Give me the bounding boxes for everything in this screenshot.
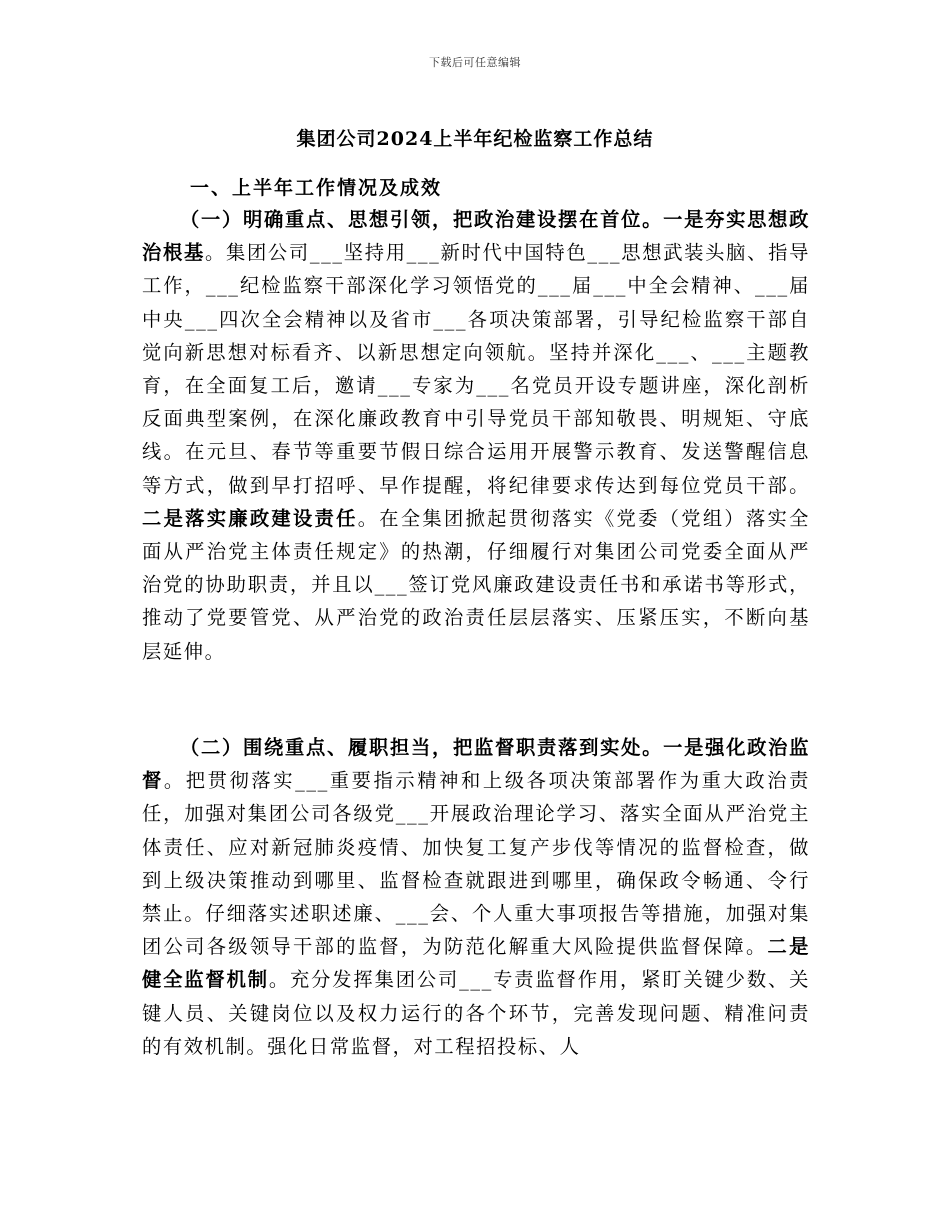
paragraph-2-point2-text: 。充分发挥集团公司___专责监督作用，紧盯关键少数、关键人员、关键岗位以及权力运行的各个环节，完善发现问题、精准问责的有效机制。强化日常监督，对工程招投标、人 (142, 968, 810, 1058)
paragraph-1-point1-text: 。集团公司___坚持用___新时代中国特色___思想武装头脑、指导工作，___纪检监察干部深化学习领悟党的___届___中全会精神、___届中央___四次全会精神以及省市___各项决策部署，引导纪检监察干部自觉向新思想对标看齐、以新思想定向领航。坚持并深化___、___主题教育，在全面复工后，邀请___专家为___名党员开设专题讲座，深化剖析反面典型案例，在深化廉政教育中引导党员干部知敬畏、明规矩、守底线。在元旦、春节等重要节假日综合运用开展警示教育、发送警醒信息等方式，做到早打招呼、早作提醒，将纪律要求传达到每位党员干部。 (142, 241, 810, 497)
paragraph-2-text (142, 731, 810, 1063)
header-note: 下载后可任意编辑 (429, 56, 521, 69)
paragraph-2-lead: （二）围绕重点、履职担当，把监督职责落到实处。 (180, 736, 664, 759)
paragraph-2 (142, 731, 810, 1063)
document-title: 集团公司2024上半年纪检监察工作总结 (296, 128, 654, 150)
paragraph-1-text (142, 203, 810, 668)
paragraph-1-lead: （一）明确重点、思想引领，把政治建设摆在首位。 (180, 208, 664, 231)
section-heading: 一、上半年工作情况及成效 (190, 177, 443, 199)
paragraph-1-point1-title: 一是夯实思想政治根基 (142, 208, 810, 265)
paragraph-1-point2-text: 。在全集团掀起贯彻落实《党委（党组）落实全面从严治党主体责任规定》的热潮，仔细履行对集团公司党委全面从严治党的协助职责，并且以___签订党风廉政建设责任书和承诺书等形式，推动了党要管党、从严治党的政治责任层层落实、压紧压实，不断向基层延伸。 (142, 506, 810, 663)
paragraph-1-point2-title: 二是落实廉政建设责任 (142, 506, 358, 530)
paragraph-2-point1-text: 。把贯彻落实___重要指示精神和上级各项决策部署作为重大政治责任，加强对集团公司各级党___开展政治理论学习、落实全面从严治党主体责任、应对新冠肺炎疫情、加快复工复产步伐等情况的监督检查，做到上级决策推动到哪里、监督检查就跟进到哪里，确保政令畅通、令行禁止。仔细落实述职述廉、___会、个人重大事项报告等措施，加强对集团公司各级领导干部的监督，为防范化解重大风险提供监督保障。 (142, 769, 810, 959)
paragraph-2-point1-title: 一是强化政治监督 (142, 736, 810, 793)
paragraph-2-point2-title: 二是健全监督机制 (142, 935, 810, 992)
paragraph-1 (142, 203, 810, 668)
